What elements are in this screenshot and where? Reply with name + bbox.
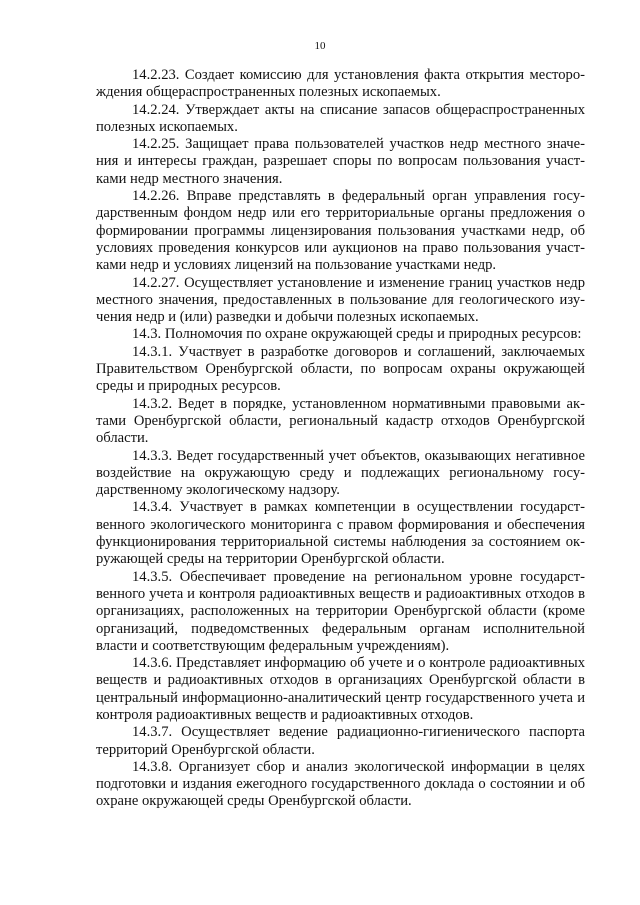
paragraph-14-3-2: 14.3.2. Ведет в порядке, установленном нормативными правовыми актами Оренбургской области, региональный кадастр отходов Оренбургской области. [96,395,585,447]
paragraph-14-3: 14.3. Полномочия по охране окружающей среды и природных ресурсов: [132,326,582,343]
paragraph-14-2-23: 14.2.23. Создает комиссию для установления факта открытия месторождения общераспространенных полезных ископаемых. [96,67,585,101]
paragraph-14-2-24: 14.2.24. Утверждает акты на списание запасов общераспространенных полезных ископаемых. [96,101,585,135]
paragraph-14-3-7: 14.3.7. Осуществляет ведение радиационно-гигиенического паспорта территорий Оренбургской области. [96,724,585,758]
page-number: 10 [314,40,326,52]
paragraph-14-2-25: 14.2.25. Защищает права пользователей участков недр местного значения и интересы граждан, разрешает споры по вопросам пользования участками недр местного значения. [96,136,585,187]
paragraph-14-2-27: 14.2.27. Осуществляет установление и изменение границ участков недр местного значения, предоставленных в пользование для геологического изучения недр и (или) разведки и добычи полезных ископаемых. [96,274,585,326]
paragraph-14-3-3: 14.3.3. Ведет государственный учет объектов, оказывающих негативное воздействие на окружающую среду и подлежащих региональному государственному экологическому надзору. [96,447,585,499]
paragraph-14-3-4: 14.3.4. Участвует в рамках компетенции в осуществлении государственного экологического мониторинга с правом формирования и обеспечения функционирования территориальной системы наблюдения за состоянием окружающей среды на территории Оренбургской области. [96,499,585,568]
paragraph-14-3-5: 14.3.5. Обеспечивает проведение на региональном уровне государственного учета и контроля радиоактивных веществ и радиоактивных отходов в организациях, расположенных на территории Оренбургской области (кроме организаций, подведомственных федеральным органам исполнительной власти и соответствующим федеральным учреждениям). [96,568,585,654]
paragraph-14-2-26: 14.2.26. Вправе представлять в федеральный орган управления государственным фондом недр или его территориальные органы предложения о формировании программы лицензирования пользования участками недр, об условиях проведения конкурсов или аукционов на право пользования участками недр и условиях лицензий на пользование участками недр. [96,188,585,274]
paragraph-14-3-1: 14.3.1. Участвует в разработке договоров и соглашений, заключаемых Правительством Оренбургской области, по вопросам охраны окружающей среды и природных ресурсов. [96,343,585,395]
paragraph-14-3-6: 14.3.6. Представляет информацию об учете и о контроле радиоактивных веществ и радиоактивных отходов в организациях Оренбургской области в центральный информационно-аналитический центр государственного учета и контроля радиоактивных веществ и радиоактивных отходов. [96,655,585,723]
document-body [96,67,585,811]
paragraph-14-3-8: 14.3.8. Организует сбор и анализ экологической информации в целях подготовки и издания ежегодного государственного доклада о состоянии и об охране окружающей среды Оренбургской области. [96,758,585,810]
